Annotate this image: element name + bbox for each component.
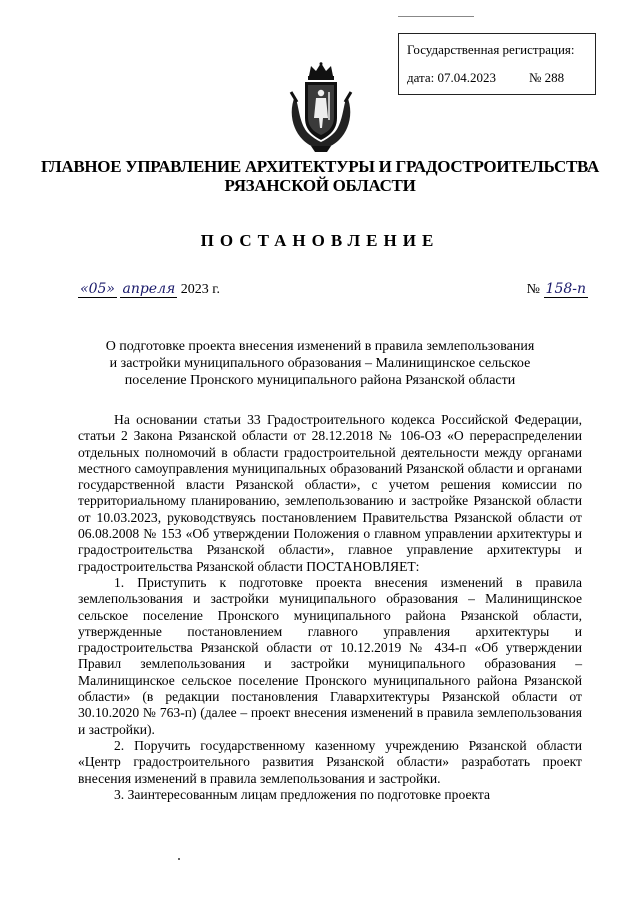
registration-stamp xyxy=(398,33,596,95)
ryazan-coat-of-arms-icon xyxy=(285,62,357,154)
organization-name xyxy=(40,157,600,195)
registration-title: Государственная регистрация: xyxy=(407,42,575,57)
subject-line3: поселение Пронского муниципального района Рязанской области xyxy=(124,373,516,388)
body-item-3: 3. Заинтересованным лицам предложения по подготовке проекта xyxy=(114,786,491,802)
document-subject xyxy=(60,338,580,389)
top-rule xyxy=(398,16,474,17)
document-body xyxy=(78,412,582,803)
scan-dot xyxy=(178,858,180,860)
organization-name-line2: РЯЗАНСКОЙ ОБЛАСТИ xyxy=(224,176,416,195)
document-date xyxy=(78,281,220,298)
registration-number: № 288 xyxy=(529,70,565,85)
body-preamble: На основании статьи 33 Градостроительного кодекса Российской Федерации, статьи 2 Закона Рязанской области от 28.12.2018 № 106-ОЗ «О перераспределении отдельных полномочий в области градостроительной деятельности между органами местного самоуправления муниципальных образований Рязанской области и органами государственной власти Рязанской области», с учетом решения комиссии по территориальному планированию, землепользованию и застройке Рязанской области от 10.03.2023, руководствуясь постановлением Правительства Рязанской области от 06.08.2008 № 153 «Об утверждении Положения о главном управлении архитектуры и градостроительства Рязанской области», главное управление архитектуры и градостроительства Рязанской области ПОСТАНОВЛЯЕТ: xyxy=(78,412,582,574)
subject-line2: и застройки муниципального образования – Малинищинское сельское xyxy=(109,356,531,371)
number-value-handwritten: 158-п xyxy=(545,281,586,297)
date-month-handwritten: апреля xyxy=(122,281,176,297)
date-day-handwritten: «05» xyxy=(80,281,115,297)
number-prefix: № xyxy=(526,282,541,297)
body-item-2: 2. Поручить государственному казенному учреждению Рязанской области «Центр градостроительного развития Рязанской области» разработать проект внесения изменений в правила землепользования и застройки. xyxy=(78,737,582,786)
document-number xyxy=(527,281,588,298)
organization-name-line1: ГЛАВНОЕ УПРАВЛЕНИЕ АРХИТЕКТУРЫ И ГРАДОСТРОИТЕЛЬСТВА xyxy=(41,157,599,176)
subject-line1: О подготовке проекта внесения изменений в правила землепользования xyxy=(105,339,535,354)
registration-date: дата: 07.04.2023 xyxy=(407,70,497,85)
date-year: 2023 г. xyxy=(180,282,220,297)
body-item-1: 1. Приступить к подготовке проекта внесения изменений в правила землепользования и застройки муниципального образования – Малинищинское сельское поселение Пронского муниципального района Рязанской области, утвержденные постановлением главного управления архитектуры и градостроительства Рязанской области от 10.12.2019 № 434-п «Об утверждении Правил землепользования и застройки муниципального образования – Малинищинское сельское поселение Пронского муниципального района Рязанской области» (в редакции постановления Главархитектуры Рязанской области от 30.10.2020 № 763-п) (далее – проект внесения изменений в правила землепользования и застройки). xyxy=(78,574,582,737)
document-type: ПОСТАНОВЛЕНИЕ xyxy=(200,231,440,250)
